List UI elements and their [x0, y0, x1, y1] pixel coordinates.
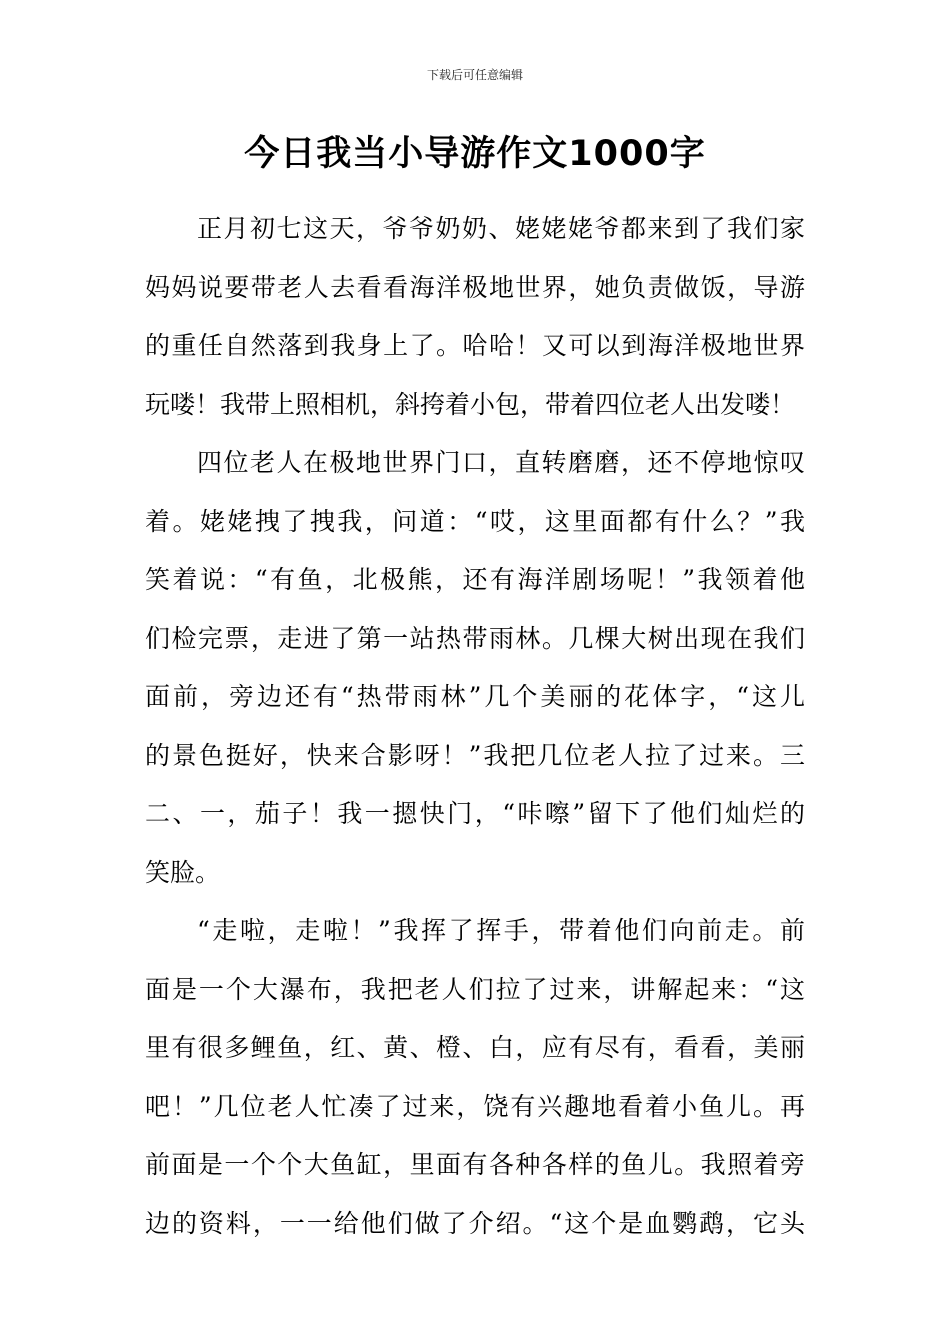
paragraph-1-line-3: 的重任自然落到我身上了。哈哈！又可以到海洋极地世界 [145, 331, 805, 360]
paragraph-1-line-1: 正月初七这天，爷爷奶奶、姥姥姥爷都来到了我们家 [197, 214, 805, 243]
paragraph-3-line-2: 面是一个大瀑布，我把老人们拉了过来，讲解起来：“这 [145, 974, 805, 1004]
paragraph-2-line-7: 二、一，茄子！我一摁快门，“咔嚓”留下了他们灿烂的 [145, 799, 805, 828]
paragraph-3-line-5: 前面是一个个大鱼缸，里面有各种各样的鱼儿。我照着旁 [145, 1150, 805, 1179]
paragraph-2-line-3: 笑着说：“有鱼，北极熊，还有海洋剧场呢！”我领着他 [145, 565, 805, 594]
paragraph-1-line-2: 妈妈说要带老人去看看海洋极地世界，她负责做饭，导游 [145, 272, 805, 302]
paragraph-2-line-6: 的景色挺好，快来合影呀！”我把几位老人拉了过来。三 [145, 740, 805, 770]
page-title: 今日我当小导游作文1000字 [244, 134, 706, 174]
paragraph-3-line-1: “走啦，走啦！”我挥了挥手，带着他们向前走。前 [197, 916, 805, 945]
essay-body [145, 200, 805, 1253]
paragraph-3-line-4: 吧！”几位老人忙凑了过来，饶有兴趣地看着小鱼儿。再 [145, 1091, 805, 1121]
paragraph-2-line-5: 面前，旁边还有“热带雨林”几个美丽的花体字，“这儿 [145, 682, 805, 711]
paragraph-3-line-3: 里有很多鲤鱼，红、黄、橙、白，应有尽有，看看，美丽 [145, 1033, 805, 1062]
header-note: 下载后可任意编辑 [426, 68, 523, 82]
paragraph-3-line-6: 边的资料，一一给他们做了介绍。“这个是血鹦鹉，它头 [145, 1208, 805, 1238]
paragraph-2-line-8: 笑脸。 [145, 857, 221, 887]
paragraph-1-line-4: 玩喽！我带上照相机，斜挎着小包，带着四位老人出发喽！ [145, 389, 796, 419]
paragraph-2-line-2: 着。姥姥拽了拽我，问道：“哎，这里面都有什么？”我 [145, 506, 805, 536]
paragraph-2-line-1: 四位老人在极地世界门口，直转磨磨，还不停地惊叹 [197, 448, 805, 477]
paragraph-2-line-4: 们检完票，走进了第一站热带雨林。几棵大树出现在我们 [145, 623, 805, 653]
